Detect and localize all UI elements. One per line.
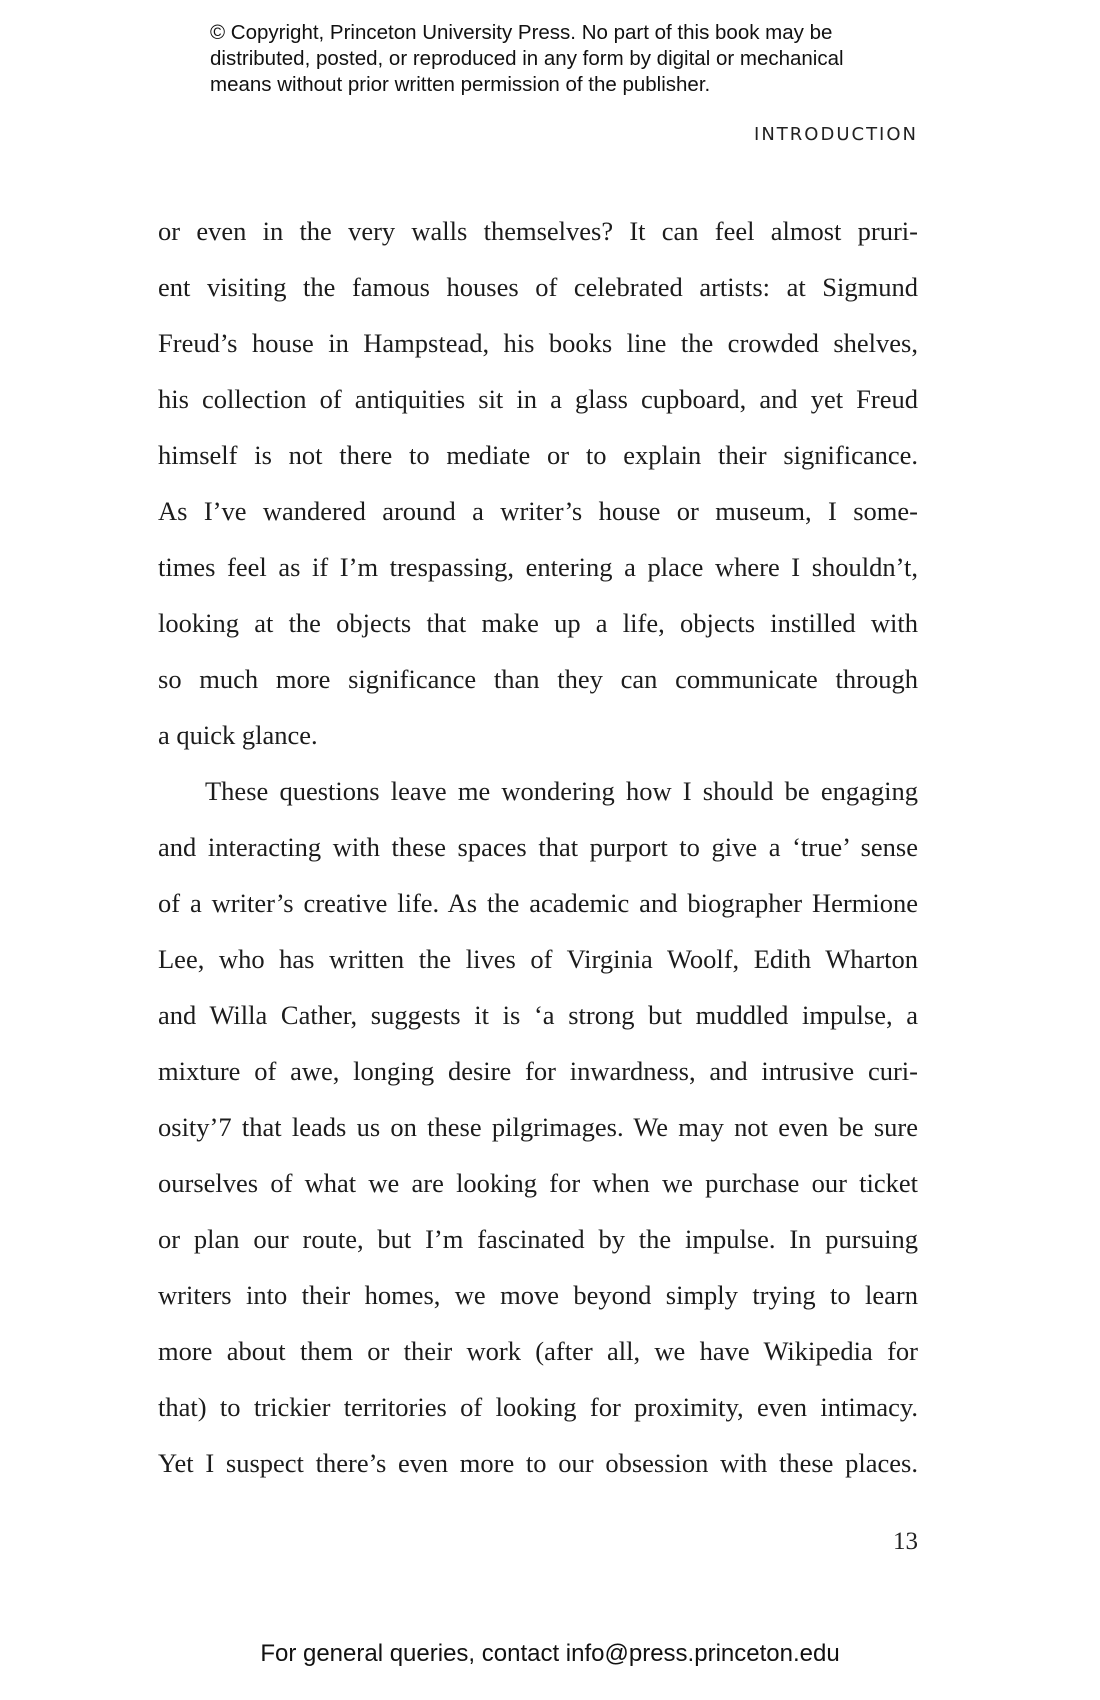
copyright-line: © Copyright, Princeton University Press. No part of this book may be: [210, 21, 833, 44]
copyright-notice: [210, 20, 930, 98]
text-line: a quick glance.: [158, 720, 318, 750]
copyright-line: distributed, posted, or reproduced in any form by digital or mechanical: [210, 47, 844, 70]
text-line: his collection of antiquities sit in a glass cupboard, and yet Freud: [158, 384, 918, 414]
text-line: and interacting with these spaces that purport to give a ‘true’ sense: [158, 832, 918, 862]
page-number: 13: [893, 1528, 918, 1555]
text-line: of a writer’s creative life. As the academic and biographer Hermione: [158, 888, 918, 918]
paragraph: [158, 203, 918, 763]
text-line: or plan our route, but I’m fascinated by the impulse. In pursuing: [158, 1224, 918, 1254]
text-line: osity’7 that leads us on these pilgrimages. We may not even be sure: [158, 1112, 918, 1142]
text-line: more about them or their work (after all, we have Wikipedia for: [158, 1336, 918, 1366]
text-line: times feel as if I’m trespassing, entering a place where I shouldn’t,: [158, 552, 918, 582]
text-line: looking at the objects that make up a life, objects instilled with: [158, 608, 918, 638]
text-line: mixture of awe, longing desire for inwardness, and intrusive curi-: [158, 1056, 918, 1086]
running-head: INTRODUCTION: [754, 124, 918, 145]
footer-contact: For general queries, contact info@press.princeton.edu: [260, 1640, 840, 1667]
text-line: ent visiting the famous houses of celebrated artists: at Sigmund: [158, 272, 918, 302]
text-line: These questions leave me wondering how I should be engaging: [205, 776, 918, 806]
text-line: Lee, who has written the lives of Virginia Woolf, Edith Wharton: [158, 944, 918, 974]
text-line: and Willa Cather, suggests it is ‘a strong but muddled impulse, a: [158, 1000, 918, 1030]
text-line: that) to trickier territories of looking for proximity, even intimacy.: [158, 1392, 918, 1422]
text-line: so much more significance than they can communicate through: [158, 664, 918, 694]
copyright-line: means without prior written permission of the publisher.: [210, 73, 711, 96]
text-line: or even in the very walls themselves? It can feel almost pruri-: [158, 216, 918, 246]
text-line: As I’ve wandered around a writer’s house or museum, I some-: [158, 496, 918, 526]
text-line: ourselves of what we are looking for when we purchase our ticket: [158, 1168, 918, 1198]
text-line: himself is not there to mediate or to explain their significance.: [158, 440, 918, 470]
paragraph: [158, 763, 918, 1491]
text-line: writers into their homes, we move beyond simply trying to learn: [158, 1280, 918, 1310]
text-line: Freud’s house in Hampstead, his books line the crowded shelves,: [158, 328, 918, 358]
text-line: Yet I suspect there’s even more to our obsession with these places.: [158, 1448, 918, 1478]
body-text: [158, 203, 918, 1491]
